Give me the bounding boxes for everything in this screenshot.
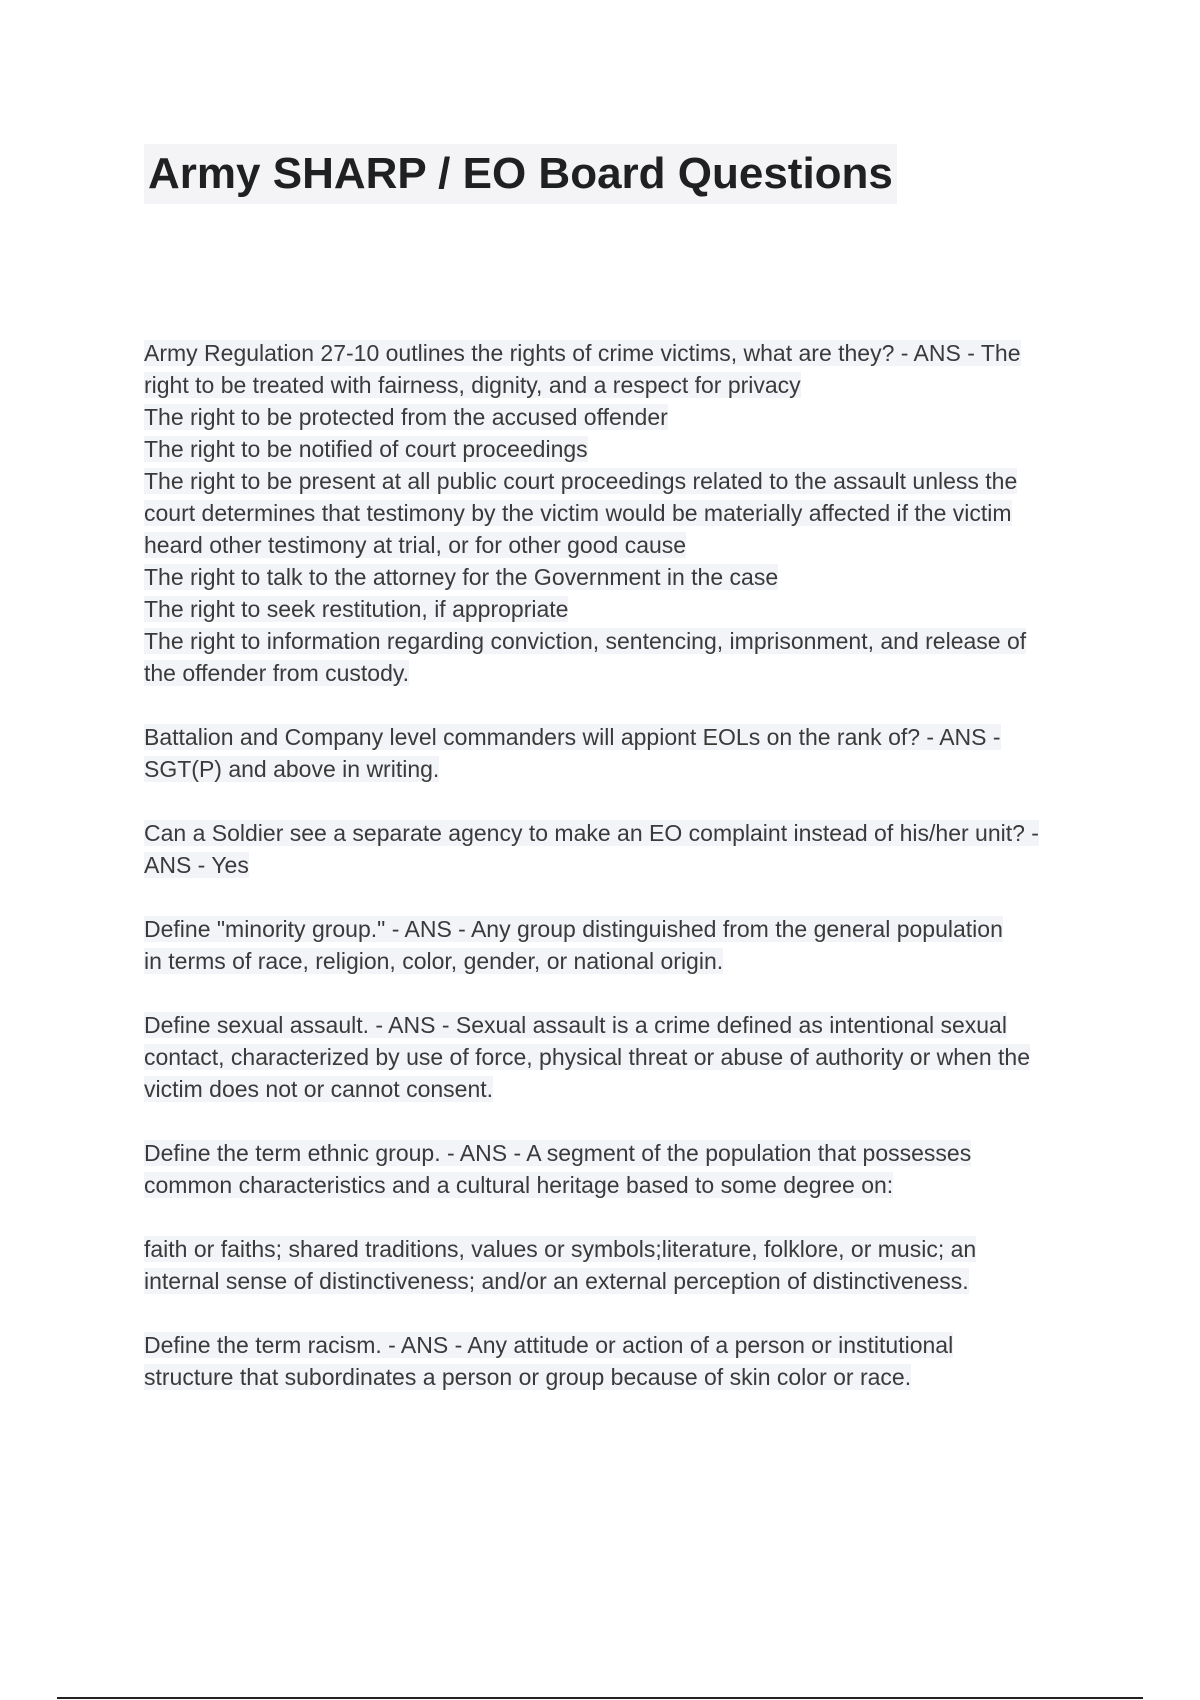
qa-item [144,817,1089,881]
qa-line [144,753,1089,785]
page-title: Army SHARP / EO Board Questions [144,144,897,204]
qa-item [144,913,1089,977]
qa-line [144,593,1089,625]
qa-line-text: SGT(P) and above in writing. [144,756,440,782]
qa-line [144,1169,1089,1201]
qa-line [144,337,1089,369]
footer-divider [57,1697,1143,1699]
qa-line [144,529,1089,561]
qa-line-text: common characteristics and a cultural heritage based to some degree on: [144,1172,894,1198]
qa-list [144,337,1089,1425]
qa-line-text: Define "minority group." - ANS - Any group distinguished from the general population [144,916,1003,942]
qa-line-text: court determines that testimony by the victim would be materially affected if the victim [144,500,1012,526]
qa-line-text: the offender from custody. [144,660,410,686]
qa-line [144,817,1089,849]
qa-line-text: Can a Soldier see a separate agency to make an EO complaint instead of his/her unit? - [144,820,1039,846]
qa-item [144,1137,1089,1201]
qa-line-text: Define the term ethnic group. - ANS - A segment of the population that possesses [144,1140,972,1166]
qa-line-text: right to be treated with fairness, dignity, and a respect for privacy [144,372,801,398]
qa-line [144,1073,1089,1105]
qa-line [144,1137,1089,1169]
qa-line-text: faith or faiths; shared traditions, values or symbols;literature, folklore, or music; an [144,1236,977,1262]
qa-item [144,1009,1089,1105]
qa-line [144,657,1089,689]
qa-line [144,1361,1089,1393]
qa-line [144,497,1089,529]
qa-line-text: The right to information regarding conviction, sentencing, imprisonment, and release of [144,628,1027,654]
qa-line [144,721,1089,753]
qa-item [144,1329,1089,1393]
qa-line [144,561,1089,593]
qa-line [144,913,1089,945]
qa-item [144,721,1089,785]
qa-line-text: The right to seek restitution, if appropriate [144,596,569,622]
qa-line-text: The right to be notified of court proceedings [144,436,588,462]
qa-line-text: The right to be present at all public court proceedings related to the assault unless the [144,468,1018,494]
qa-line [144,945,1089,977]
qa-line-text: heard other testimony at trial, or for other good cause [144,532,687,558]
qa-line [144,849,1089,881]
qa-item [144,337,1089,689]
qa-line-text: in terms of race, religion, color, gender, or national origin. [144,948,724,974]
qa-line-text: structure that subordinates a person or group because of skin color or race. [144,1364,912,1390]
qa-line [144,1329,1089,1361]
qa-line-text: Define sexual assault. - ANS - Sexual assault is a crime defined as intentional sexual [144,1012,1007,1038]
qa-line-text: contact, characterized by use of force, physical threat or abuse of authority or when the [144,1044,1030,1070]
qa-line [144,1041,1089,1073]
qa-line-text: The right to be protected from the accused offender [144,404,668,430]
qa-line [144,1009,1089,1041]
qa-line-text: internal sense of distinctiveness; and/or an external perception of distinctiveness. [144,1268,969,1294]
qa-line-text: Define the term racism. - ANS - Any attitude or action of a person or institutional [144,1332,954,1358]
qa-line-text: Army Regulation 27-10 outlines the rights of crime victims, what are they? - ANS - The [144,340,1021,366]
qa-line [144,625,1089,657]
qa-line [144,401,1089,433]
qa-item [144,1233,1089,1297]
qa-line-text: ANS - Yes [144,852,249,878]
qa-line-text: victim does not or cannot consent. [144,1076,494,1102]
qa-line [144,1233,1089,1265]
qa-line-text: The right to talk to the attorney for the Government in the case [144,564,779,590]
qa-line [144,433,1089,465]
qa-line [144,1265,1089,1297]
qa-line [144,369,1089,401]
qa-line [144,465,1089,497]
qa-line-text: Battalion and Company level commanders will appiont EOLs on the rank of? - ANS - [144,724,1001,750]
